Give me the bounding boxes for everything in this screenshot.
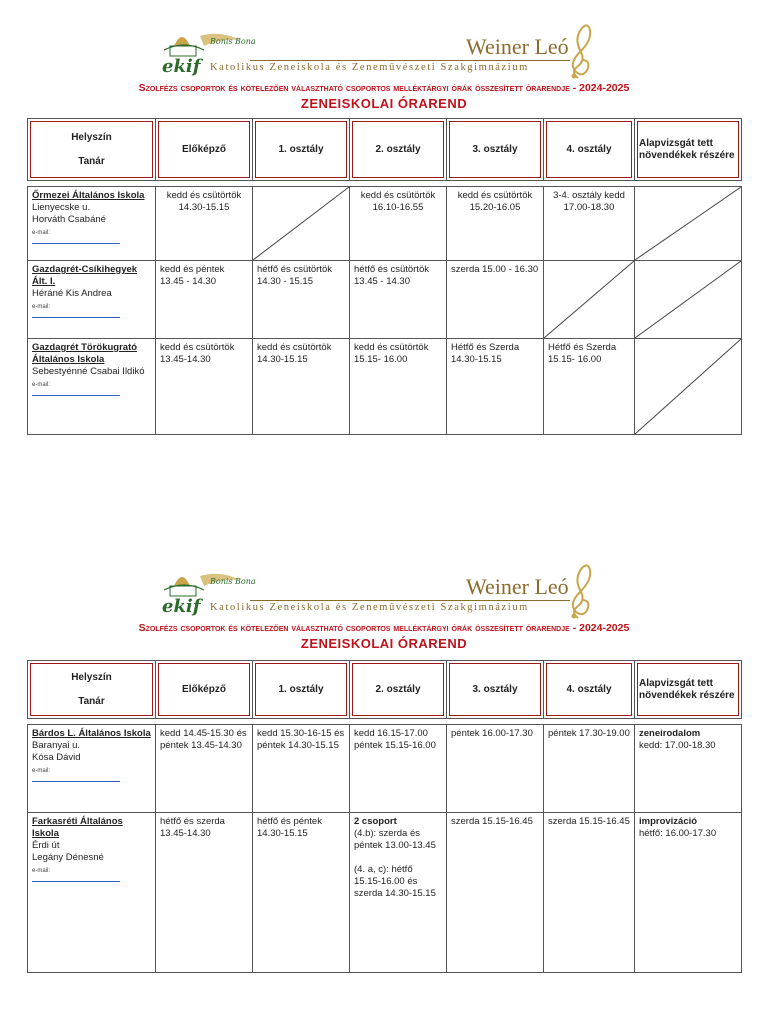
- header-grade-3: 3. osztály: [447, 119, 544, 181]
- grade-1-cell: hétfő és csütörtök 14.30 - 15.15: [253, 261, 350, 339]
- grade-3-cell: kedd és csütörtök 15.20-16.05: [447, 187, 544, 261]
- header-preparatory: Előképző: [156, 119, 253, 181]
- empty-cell: [253, 187, 350, 261]
- svg-text:Bonis Bona: Bonis Bona: [210, 37, 256, 46]
- preparatory-cell: kedd és csütörtök 13.45-14.30: [156, 339, 253, 435]
- schedule-table-2: [27, 660, 742, 973]
- grade-2-cell: 2 csoport (4.b): szerda és péntek 13.00-13.45 (4. a, c): hétfő 15.15-16.00 és szerda 14.30-15.15: [350, 813, 447, 973]
- empty-cell: [635, 261, 742, 339]
- svg-text:Bonis Bona: Bonis Bona: [210, 577, 256, 586]
- header-grade-2: 2. osztály: [350, 119, 447, 181]
- location-cell: Gazdagrét Törökugrató Általános Iskola Sebestyénné Csabai Ildikó e-mail:: [28, 339, 156, 435]
- school-name: Katolikus Zeneiskola és Zeneművészeti Szakgimnázium: [210, 62, 529, 73]
- grade-4-cell: 3-4. osztály kedd 17.00-18.30: [544, 187, 635, 261]
- header-grade-3: 3. osztály: [447, 661, 544, 719]
- grade-3-cell: szerda 15.15-16.45: [447, 813, 544, 973]
- table-row: [28, 725, 742, 813]
- header-exam-passed: Alapvizsgát tett növendékek részére: [635, 119, 742, 181]
- preparatory-cell: kedd és péntek 13.45 - 14.30: [156, 261, 253, 339]
- header-location-teacher: Helyszín Tanár: [28, 661, 156, 719]
- location-cell: Őrmezei Általános Iskola Lienyecske u. Horváth Csabáné e-mail:: [28, 187, 156, 261]
- empty-cell: [635, 339, 742, 435]
- svg-text:ekif: ekif: [162, 56, 201, 77]
- grade-2-cell: kedd és csütörtök 16.10-16.55: [350, 187, 447, 261]
- svg-text:ekif: ekif: [162, 596, 201, 617]
- letterhead: [0, 20, 768, 80]
- location-cell: Bárdos L. Általános Iskola Baranyai u. Kósa Dávid e-mail:: [28, 725, 156, 813]
- grade-2-cell: kedd 16.15-17.00 péntek 15.15-16.00: [350, 725, 447, 813]
- header-preparatory: Előképző: [156, 661, 253, 719]
- grade-2-cell: hétfő és csütörtök 13.45 - 14.30: [350, 261, 447, 339]
- table-row: [28, 187, 742, 261]
- table-row: [28, 261, 742, 339]
- header-rule: [250, 600, 570, 601]
- letterhead: [0, 560, 768, 620]
- header-grade-1: 1. osztály: [253, 119, 350, 181]
- header-grade-4: 4. osztály: [544, 119, 635, 181]
- treble-clef-icon: [560, 560, 602, 620]
- grade-2-cell: kedd és csütörtök 15.15- 16.00: [350, 339, 447, 435]
- grade-4-cell: Hétfő és Szerda 15.15- 16.00: [544, 339, 635, 435]
- table-row: [28, 339, 742, 435]
- schedule-block-1: [0, 20, 768, 111]
- exam-passed-cell: zeneirodalom kedd: 17.00-18.30: [635, 725, 742, 813]
- empty-cell: [544, 261, 635, 339]
- header-grade-2: 2. osztály: [350, 661, 447, 719]
- grade-4-cell: szerda 15.15-16.45: [544, 813, 635, 973]
- preparatory-cell: kedd 14.45-15.30 és péntek 13.45-14.30: [156, 725, 253, 813]
- grade-1-cell: kedd és csütörtök 14.30-15.15: [253, 339, 350, 435]
- header-rule: [250, 60, 570, 61]
- header-location-teacher: Helyszín Tanár: [28, 119, 156, 181]
- schedule-block-2: [0, 560, 768, 651]
- document-title: ZENEISKOLAI ÓRAREND: [300, 636, 468, 651]
- grade-3-cell: Hétfő és Szerda 14.30-15.15: [447, 339, 544, 435]
- grade-1-cell: kedd 15.30-16-15 és péntek 14.30-15.15: [253, 725, 350, 813]
- weiner-leo-name: Weiner Leó: [466, 34, 569, 59]
- table-header-row: [28, 119, 742, 181]
- grade-4-cell: péntek 17.30-19.00: [544, 725, 635, 813]
- school-name: Katolikus Zeneiskola és Zeneművészeti Szakgimnázium: [210, 602, 529, 613]
- table-header-row: [28, 661, 742, 719]
- preparatory-cell: kedd és csütörtök 14.30-15.15: [156, 187, 253, 261]
- table-row: [28, 813, 742, 973]
- header-exam-passed: Alapvizsgát tett növendékek részére: [635, 661, 742, 719]
- exam-passed-cell: improvizáció hétfő: 16.00-17.30: [635, 813, 742, 973]
- grade-3-cell: szerda 15.00 - 16.30: [447, 261, 544, 339]
- location-cell: Farkasréti Általános Iskola Érdi út Legány Dénesné e-mail:: [28, 813, 156, 973]
- header-grade-1: 1. osztály: [253, 661, 350, 719]
- header-grade-4: 4. osztály: [544, 661, 635, 719]
- location-cell: Gazdagrét-Csíkihegyek Ált. I. Héráné Kis Andrea e-mail:: [28, 261, 156, 339]
- document-title: ZENEISKOLAI ÓRAREND: [300, 96, 468, 111]
- grade-3-cell: péntek 16.00-17.30: [447, 725, 544, 813]
- schedule-table-1: [27, 118, 742, 435]
- document-subtitle: Szolfézs csoportok és kötelezően választható csoportos melléktárgyi órák összesített órarendje - 2024-2025: [138, 622, 630, 634]
- preparatory-cell: hétfő és szerda 13.45-14.30: [156, 813, 253, 973]
- weiner-leo-name: Weiner Leó: [466, 574, 569, 599]
- grade-1-cell: hétfő és péntek 14.30-15.15: [253, 813, 350, 973]
- empty-cell: [635, 187, 742, 261]
- document-subtitle: Szolfézs csoportok és kötelezően választható csoportos melléktárgyi órák összesített órarendje - 2024-2025: [138, 82, 630, 94]
- treble-clef-icon: [560, 20, 602, 80]
